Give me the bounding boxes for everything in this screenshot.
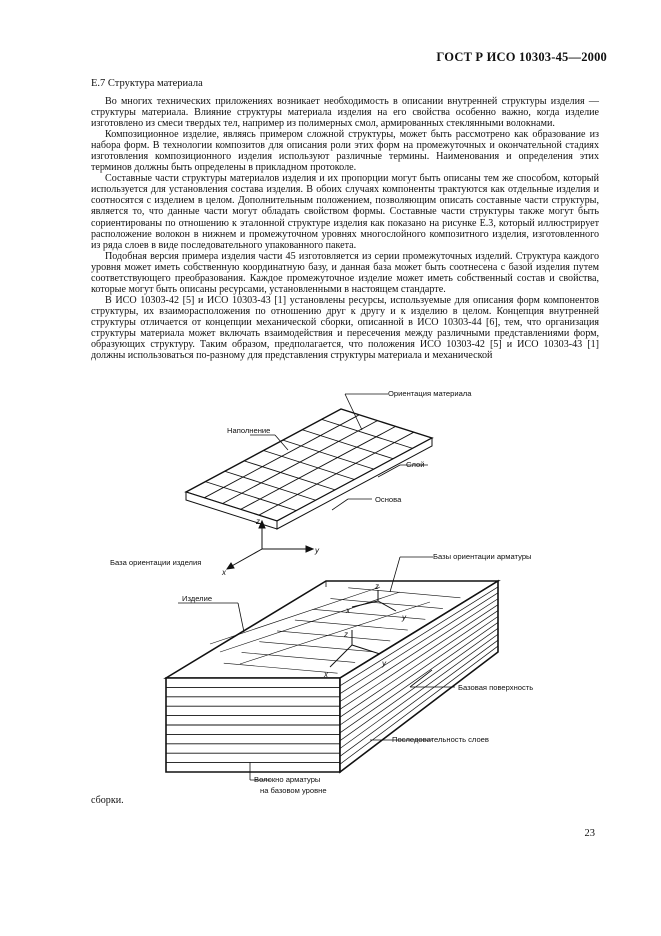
label-layer: Слой [406,460,425,469]
paragraph-5: В ИСО 10303-42 [5] и ИСО 10303-43 [1] установлены ресурсы, используемые для описания форм компонентов структуры, их взаиморасположения по отношению друг к другу и к изделию в целом. Концепция внутренней структуры отличается от концепции механической сборки, описанной в ИСО 10303-44 [6], тем, что организация структуры материала может включать взаимодействия и пересечения между различными представлениями форм, образующих структуру. Таким образом, предполагается, что положения ИСО 10303-42 [5] и ИСО 10303-43 [1] должны использоваться по-разному для представления структуры материала и механической [91,294,599,362]
axis-z-product: z [256,517,260,526]
axis-y-product: y [315,546,319,555]
material-structure-figure [100,382,570,802]
label-base-surface: Базовая поверхность [458,683,534,692]
axis-z-reinforcement-lower: z [344,630,348,639]
axis-x-reinforcement-lower: x [324,670,328,679]
label-material-orientation: Ориентация материала [388,389,472,398]
axis-z-reinforcement-upper: z [375,582,379,591]
page-number: 23 [584,828,595,839]
axis-y-reinforcement-upper: y [402,613,406,622]
axis-x-product: x [222,568,226,577]
axis-x-reinforcement-upper: x [346,606,350,615]
label-base: Основа [375,495,402,504]
label-product-orientation-base: База ориентации изделия [110,558,202,567]
trailing-text: сборки. [91,795,124,806]
product-base-axes [227,521,313,569]
axis-y-reinforcement-lower: y [382,659,386,668]
label-reinforcement-bases: Базы ориентации арматуры [433,552,532,561]
paragraph-1: Во многих технических приложениях возникает необходимость в описании внутренней структуры изделия — структуры материала. Влияние структуры материала изделия на его свойства особенно важно, когда изделие изготовлено из смеси твердых тел, например из полимерных смол, армированных стеклянными волокнами. [91,96,599,130]
top-slab [186,409,432,529]
body-text [91,96,599,361]
label-layer-sequence: Последовательность слоев [392,735,489,744]
label-filler: Наполнение [227,426,271,435]
section-title: Е.7 Структура материала [91,78,203,89]
label-fiber-reinforcement: Волокно арматуры [254,775,321,784]
label-fiber-base-level: на базовом уровне [260,786,327,795]
paragraph-2: Композиционное изделие, являясь примером сложной структуры, может быть рассмотрено как образование из набора форм. В технологии композитов для описания роли этих форм на промежуточных и окончательной стадиях изготовления композиционного изделия используют различные термины. Наименования и определения этих терминов должны быть определены в прикладном протоколе. [91,129,599,174]
paragraph-3: Составные части структуры материалов изделия и их пропорции могут быть описаны тем же способом, который используется для установления состава изделия. В обоих случаях компоненты трактуются как отдельные изделия и соотносятся с изделием в целом. Дополнительным положением, позволяющим описать составные части структуры, является то, что данные части могут обладать свойством формы. Составные части структуры также могут быть сориентированы по отношению к эталонной структуре изделия как показано на рисунке Е.3, который иллюстрирует расположение волокон в нижнем и промежуточном уровнях многослойного композитного изделия, изготовленного из ряда слоев в виде последовательного упакованного пакета. [91,173,599,251]
paragraph-4: Подобная версия примера изделия части 45 изготовляется из серии промежуточных изделий. Структура каждого уровня может иметь собственную координатную базу, и данная база может быть соотнесена с базой изделия путем соответствующего преобразования. Каждое промежуточное изделие может иметь собственный состав и свойства, которые могут быть описаны ресурсами, установленными в настоящем стандарте. [91,250,599,295]
document-header: ГОСТ Р ИСО 10303-45—2000 [436,50,607,64]
figure-drawing [100,382,570,802]
label-product: Изделие [182,594,213,603]
